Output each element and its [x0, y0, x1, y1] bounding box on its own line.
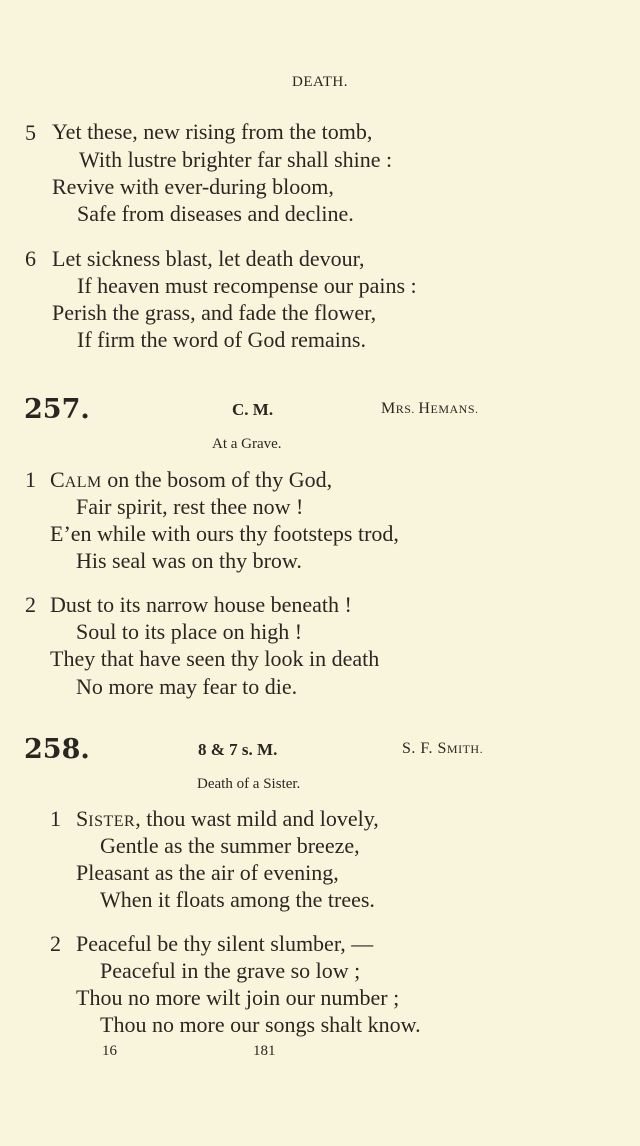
verse-line: Peaceful be thy silent slumber, —	[76, 931, 374, 956]
verse-line: With lustre brighter far shall shine :	[79, 147, 393, 172]
verse-line: E’en while with ours thy footsteps trod,	[50, 521, 399, 546]
stanza-number: 5	[25, 120, 36, 145]
stanza-number: 2	[25, 592, 36, 617]
hymn-author: MRS. HEMANS.	[381, 400, 479, 417]
verse-line: Let sickness blast, let death devour,	[52, 246, 365, 271]
verse-line: Perish the grass, and fade the flower,	[52, 300, 377, 325]
verse-line: Revive with ever-during bloom,	[52, 174, 334, 199]
signature-mark: 16	[102, 1043, 117, 1059]
verse-line: Gentle as the summer breeze,	[100, 833, 360, 858]
verse-line: Pleasant as the air of evening,	[76, 860, 339, 885]
verse-line: CALM on the bosom of thy God,	[50, 467, 333, 492]
hymn-author: S. F. SMITH.	[402, 740, 484, 757]
verse-line: If heaven must recompense our pains :	[77, 273, 417, 298]
hymn-meter: C. M.	[232, 400, 274, 419]
page-number: 181	[253, 1043, 276, 1059]
hymn-number: 257.	[24, 394, 90, 425]
stanza-number: 1	[25, 467, 36, 492]
verse-line: When it floats among the trees.	[100, 887, 375, 912]
verse-line: Dust to its narrow house beneath !	[50, 592, 352, 617]
hymn-subtitle: At a Grave.	[212, 436, 282, 452]
verse-line: Peaceful in the grave so low ;	[100, 958, 361, 983]
stanza-number: 6	[25, 246, 36, 271]
verse-line: Soul to its place on high !	[76, 619, 303, 644]
verse-line: No more may fear to die.	[76, 674, 298, 699]
running-head: DEATH.	[292, 74, 348, 90]
verse-line: Fair spirit, rest thee now !	[76, 494, 304, 519]
verse-line: Yet these, new rising from the tomb,	[52, 119, 373, 144]
verse-line: Safe from diseases and decline.	[77, 201, 354, 226]
verse-line: SISTER, thou wast mild and lovely,	[76, 806, 379, 831]
verse-line: Thou no more wilt join our number ;	[76, 985, 400, 1010]
verse-line: Thou no more our songs shalt know.	[100, 1012, 421, 1037]
stanza-number: 2	[50, 931, 61, 956]
verse-line: His seal was on thy brow.	[76, 548, 302, 573]
verse-line: If firm the word of God remains.	[77, 327, 366, 352]
hymn-subtitle: Death of a Sister.	[197, 776, 301, 792]
hymn-meter: 8 & 7 s. M.	[198, 740, 278, 759]
stanza-number: 1	[50, 806, 61, 831]
verse-line: They that have seen thy look in death	[50, 646, 380, 671]
hymn-number: 258.	[24, 734, 90, 765]
